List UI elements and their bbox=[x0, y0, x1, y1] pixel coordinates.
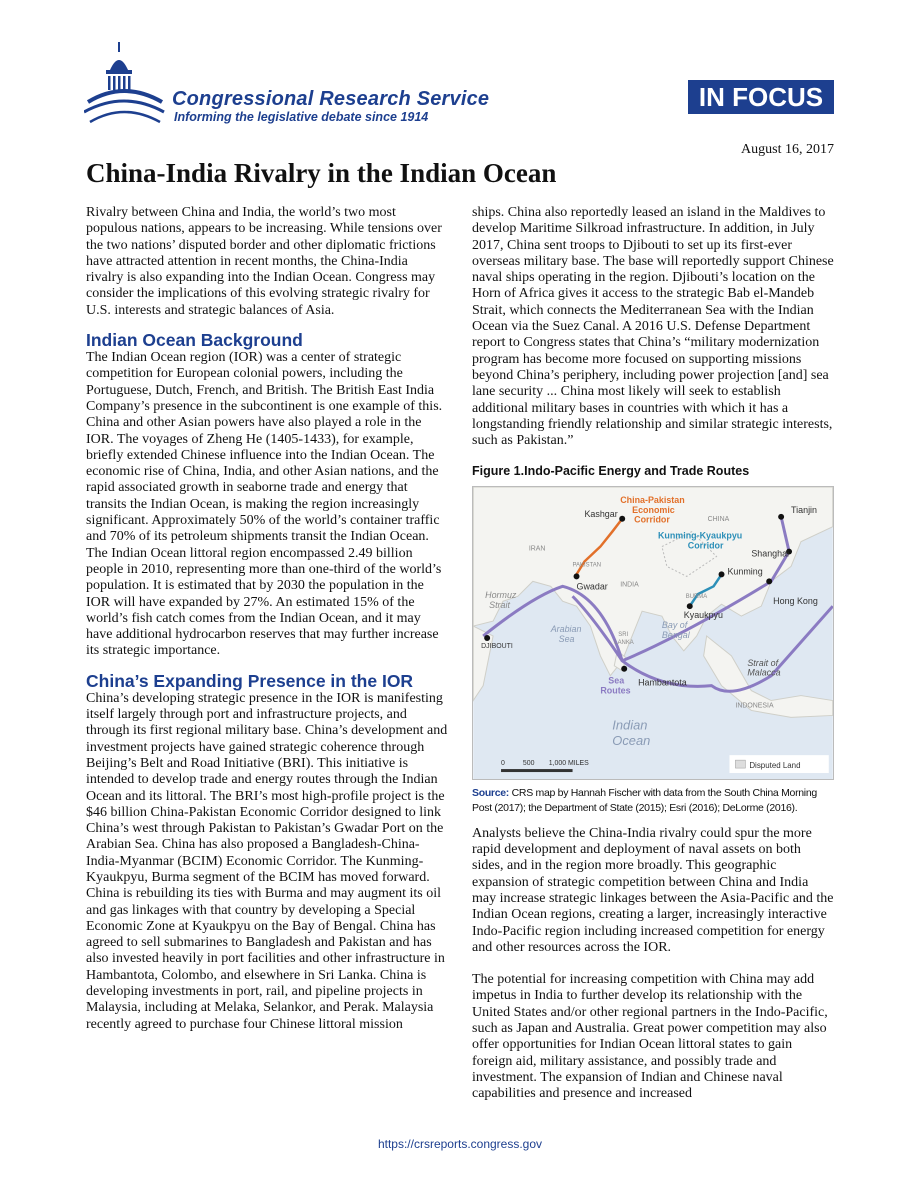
map-label-cpec-2: Economic bbox=[632, 504, 675, 515]
china-presence-paragraph: China’s developing strategic presence in the IOR is manifesting itself largely through port and infrastructure projects, and through its first regional military base. China’s development and investment projects have gained strategic coherence through Beijing’s Belt and Road Initiative (BRI). This initiative is intended to develop trade and energy routes through the Indian Ocean and its littoral. The BRI’s most high-profile project is the $46 billion China-Pakistan Economic Corridor designed to link China’s west through Pakistan to Pakistan’s Gwadar Port on the Arabian Sea. China has also proposed a Bangladesh-China-India-Myanmar (BCIM) Economic Corridor. The Kunming-Kyaukpyu, Burma segment of the BCIM has moved forward. China is rebuilding its ties with Burma and may augment its oil and gas linkages with that country by developing a Special Economic Zone at Kyaukpyu on the Bay of Bengal. China has agreed to sell submarines to Bangladesh and Pakistan and has also invested heavily in port facilities and other infrastructure in Hambantota, Colombo, and elsewhere in Sri Lanka. China is developing investments in port, rail, and pipeline projects in Malaysia, including at Melaka, Selankor, and Perak. Malaysia recently agreed to purchase four Chinese littoral mission bbox=[86, 690, 448, 1032]
source-label: Source: bbox=[472, 786, 509, 799]
point-tianjin bbox=[778, 514, 784, 520]
in-focus-badge: IN FOCUS bbox=[688, 80, 834, 114]
map-label-ocean: Indian bbox=[612, 717, 648, 733]
map-label-malacca-2: Malacca bbox=[747, 667, 781, 678]
point-hong-kong bbox=[766, 578, 772, 584]
map-label-arabian: Arabian bbox=[550, 623, 582, 634]
map-label-kk-2: Corridor bbox=[687, 540, 724, 551]
continuation-paragraph: ships. China also reportedly leased an island in the Maldives to develop Maritime Silkroad infrastructure. In addition, in July 2017, China sent troops to Djibouti to set up its first-ever overseas military base. The base will reportedly support Chinese naval ships operating in the region. Djibouti’s location on the Horn of Africa gives it access to the strategic Bab el-Mandeb Strait, which connects the Mediterranean Sea with the Indian Ocean via the Suez Canal. A 2016 U.S. Defense Department report to Congress states that China’s “military modernization program has become more focused on supporting missions beyond China’s periphery, including power projection [and] sea lane security ... China most likely will seek to establish additional military bases in countries with which it has a longstanding friendly relationship and similar strategic interests, such as Pakistan.” bbox=[472, 205, 834, 449]
map-label-arabian-2: Sea bbox=[558, 633, 575, 644]
map-label-bengal: Bay of bbox=[661, 619, 688, 630]
map-label-pakistan: PAKISTAN bbox=[572, 562, 602, 569]
intro-paragraph: Rivalry between China and India, the world’s two most populous nations, appears to be increasing. While tensions over the two nations’ disputed border and other diplomatic frictions have attracted attention in recent months, the China-India rivalry is also expanding into the Indian Ocean. Congress may consider the implications of this evolving strategic rivalry for U.S. interests and strategic balances of Asia. bbox=[86, 205, 442, 318]
source-text: CRS map by Hannah Fischer with data from the South China Morning Post (2017); the Department of State (2015); Esri (2016); DeLorme (2016). bbox=[472, 786, 817, 814]
competition-paragraph: The potential for increasing competition with China may add impetus in India to further develop its relationship with the United States and/or other regional partners in the Indo-Pacific, such as Japan and Australia. Great power competition may also offer opportunities for Indian Ocean littoral states to gain foreign aid, military assistance, and possibly trade and investment. The expansion of Indian and Chinese naval capabilities and presence and increased bbox=[472, 972, 828, 1102]
map-label-cpec-3: Corridor bbox=[634, 514, 670, 525]
map-label-burma: BURMA bbox=[685, 593, 708, 600]
map-scale-zero: 0 bbox=[501, 759, 505, 767]
section-heading-background: Indian Ocean Background bbox=[86, 330, 303, 351]
map-label-gwadar: Gwadar bbox=[576, 581, 608, 592]
map-label-cpec: China-Pakistan bbox=[620, 494, 685, 505]
publication-date: August 16, 2017 bbox=[741, 142, 834, 157]
map-label-hormuz: Hormuz bbox=[485, 589, 517, 600]
map-label-shanghai: Shanghai bbox=[751, 548, 790, 559]
map-label-hormuz-2: Strait bbox=[489, 599, 510, 610]
map-label-iran: IRAN bbox=[528, 545, 546, 553]
map-scale-1000: 1,000 MILES bbox=[548, 759, 589, 767]
map-label-kk: Kunming-Kyaukpyu bbox=[657, 530, 743, 541]
point-gwadar bbox=[574, 573, 580, 579]
footer-link[interactable]: https://crsreports.congress.gov bbox=[377, 1137, 543, 1151]
capitol-dome-icon bbox=[84, 40, 166, 128]
map-label-kashgar: Kashgar bbox=[584, 508, 618, 519]
page-header bbox=[0, 0, 920, 140]
map-label-kyaukpyu: Kyaukpyu bbox=[683, 609, 723, 620]
analysts-paragraph: Analysts believe the China-India rivalry could spur the more rapid development and deployment of naval assets on both sides, and in the region more broadly. This geographic expansion of strategic competition between China and India may increase strategic linkages between the Asia-Pacific and the Indian Ocean regions, creating a larger, increasingly interactive Indo-Pacific region including increased competition for energy and other resources across the IOR. bbox=[472, 825, 834, 955]
map-label-hong-kong: Hong Kong bbox=[773, 595, 818, 606]
indo-pacific-map bbox=[472, 486, 834, 780]
point-kyaukpyu bbox=[687, 603, 693, 609]
organization-tagline: Informing the legislative debate since 1914 bbox=[174, 110, 429, 124]
point-hambantota bbox=[621, 666, 627, 672]
map-label-kunming: Kunming bbox=[727, 566, 763, 577]
map-label-ocean-2: Ocean bbox=[612, 732, 651, 748]
map-scale-bar bbox=[501, 769, 573, 772]
left-column bbox=[86, 205, 448, 1033]
map-label-tianjin: Tianjin bbox=[791, 504, 818, 515]
map-legend-disputed: Disputed Land bbox=[749, 760, 801, 770]
organization-name: Congressional Research Service bbox=[172, 88, 490, 110]
right-column bbox=[472, 205, 834, 1103]
point-kashgar bbox=[619, 516, 625, 522]
map-scale-500: 500 bbox=[522, 759, 535, 767]
document-title: China-India Rivalry in the Indian Ocean bbox=[86, 158, 557, 188]
map-label-djibouti: DJIBOUTI bbox=[481, 642, 513, 650]
map-label-sea-routes: Sea bbox=[608, 675, 625, 686]
figure-caption: Figure 1.Indo-Pacific Energy and Trade Routes bbox=[472, 464, 750, 479]
map-label-hambantota: Hambantota bbox=[638, 677, 687, 688]
map-label-bengal-2: Bengal bbox=[661, 629, 690, 640]
point-djibouti bbox=[484, 635, 490, 641]
map-label-sea-routes-2: Routes bbox=[600, 685, 631, 696]
map-label-sri-lanka: SRI bbox=[618, 631, 629, 638]
figure-source bbox=[472, 786, 834, 816]
map-label-india: INDIA bbox=[620, 581, 639, 589]
background-paragraph: The Indian Ocean region (IOR) was a center of strategic competition for European colonial powers, including the Portuguese, Dutch, French, and British. The British East India Company’s presence in the subcontinent is one example of this. China and other Asian powers have also played a role in the IOR. The voyages of Zheng He (1405-1433), for example, briefly extended Chinese influence into the Indian Ocean. The economic rise of China, India, and other Asian nations, and the rapid associated growth in seaborne trade and energy that transits the Indian Ocean, is making the region increasingly significant. Approximately 50% of the world’s container traffic and 70% of its petroleum shipments transit the Indian Ocean. The Indian Ocean littoral region encompassed 2.49 billion people in 2010, representing more than one-third of the world’s population. It is estimated that by 2030 the population in the IOR will have expanded by 27%. An estimated 15% of the world’s fish catch comes from the Indian Ocean, and it may have additional hydrocarbon reserves that may further increase its strategic importance. bbox=[86, 350, 443, 659]
map-label-china: CHINA bbox=[707, 515, 730, 523]
point-kunming bbox=[719, 571, 725, 577]
map-label-malacca: Strait of bbox=[747, 657, 779, 668]
section-heading-china-presence: China’s Expanding Presence in the IOR bbox=[86, 670, 414, 691]
map-label-sri-lanka-2: LANKA bbox=[614, 639, 634, 646]
map-label-indonesia: INDONESIA bbox=[735, 702, 774, 710]
disputed-land-swatch bbox=[735, 760, 745, 768]
